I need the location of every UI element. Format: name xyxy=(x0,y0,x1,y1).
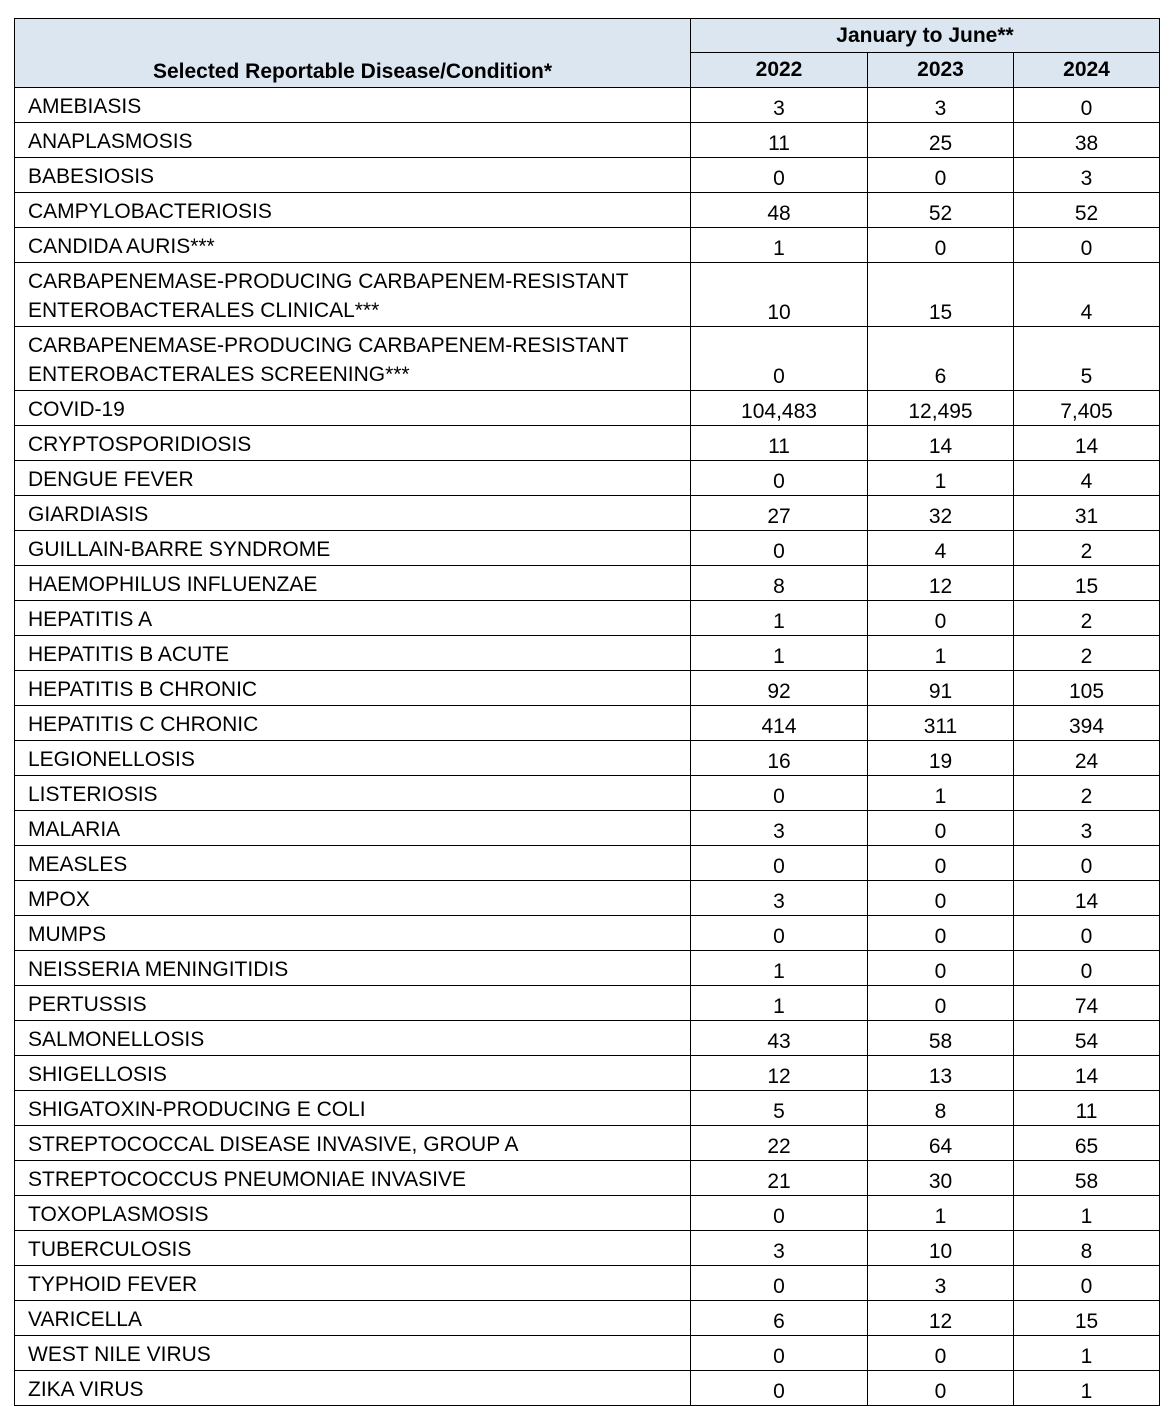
count-2023-cell: 1 xyxy=(868,461,1014,496)
table-row xyxy=(15,123,1160,158)
count-2022-cell: 43 xyxy=(691,1021,868,1056)
count-2024-cell: 4 xyxy=(1014,263,1160,327)
table-row xyxy=(15,1126,1160,1161)
count-2023-cell: 1 xyxy=(868,636,1014,671)
disease-name-cell: LEGIONELLOSIS xyxy=(15,741,691,776)
count-2024-cell: 11 xyxy=(1014,1091,1160,1126)
count-2022-cell: 5 xyxy=(691,1091,868,1126)
count-2024-cell: 2 xyxy=(1014,531,1160,566)
count-2023-cell: 0 xyxy=(868,1371,1014,1406)
count-2024-cell: 2 xyxy=(1014,636,1160,671)
table-row xyxy=(15,426,1160,461)
disease-name-cell: GIARDIASIS xyxy=(15,496,691,531)
count-2022-cell: 6 xyxy=(691,1301,868,1336)
count-2024-cell: 0 xyxy=(1014,1266,1160,1301)
count-2023-cell: 91 xyxy=(868,671,1014,706)
count-2023-cell: 64 xyxy=(868,1126,1014,1161)
table-row xyxy=(15,263,1160,327)
table-row xyxy=(15,327,1160,391)
count-2023-cell: 311 xyxy=(868,706,1014,741)
count-2022-cell: 11 xyxy=(691,426,868,461)
disease-name-cell: LISTERIOSIS xyxy=(15,776,691,811)
count-2024-cell: 1 xyxy=(1014,1336,1160,1371)
count-2024-cell: 2 xyxy=(1014,776,1160,811)
count-2024-cell: 14 xyxy=(1014,1056,1160,1091)
count-2024-cell: 1 xyxy=(1014,1371,1160,1406)
count-2024-cell: 58 xyxy=(1014,1161,1160,1196)
count-2024-cell: 14 xyxy=(1014,881,1160,916)
table-row xyxy=(15,1196,1160,1231)
table-row xyxy=(15,846,1160,881)
table-row xyxy=(15,193,1160,228)
table-header xyxy=(15,19,1160,88)
count-2024-cell: 24 xyxy=(1014,741,1160,776)
count-2022-cell: 21 xyxy=(691,1161,868,1196)
count-2024-cell: 0 xyxy=(1014,846,1160,881)
count-2022-cell: 0 xyxy=(691,531,868,566)
count-2023-cell: 12 xyxy=(868,1301,1014,1336)
count-2022-cell: 11 xyxy=(691,123,868,158)
count-2024-cell: 394 xyxy=(1014,706,1160,741)
count-2023-cell: 6 xyxy=(868,327,1014,391)
count-2023-cell: 10 xyxy=(868,1231,1014,1266)
table-row xyxy=(15,1266,1160,1301)
count-2022-cell: 0 xyxy=(691,846,868,881)
disease-name-cell: SHIGELLOSIS xyxy=(15,1056,691,1091)
count-2023-cell: 13 xyxy=(868,1056,1014,1091)
count-2024-cell: 3 xyxy=(1014,811,1160,846)
count-2022-cell: 0 xyxy=(691,158,868,193)
count-2022-cell: 104,483 xyxy=(691,391,868,426)
count-2022-cell: 8 xyxy=(691,566,868,601)
disease-name-cell: TOXOPLASMOSIS xyxy=(15,1196,691,1231)
table-row xyxy=(15,391,1160,426)
count-2024-cell: 15 xyxy=(1014,1301,1160,1336)
table-row xyxy=(15,1336,1160,1371)
table-body xyxy=(15,88,1160,1406)
count-2024-cell: 38 xyxy=(1014,123,1160,158)
disease-name-cell: VARICELLA xyxy=(15,1301,691,1336)
count-2022-cell: 3 xyxy=(691,1231,868,1266)
count-2023-cell: 58 xyxy=(868,1021,1014,1056)
table-row xyxy=(15,461,1160,496)
count-2022-cell: 0 xyxy=(691,916,868,951)
count-2022-cell: 1 xyxy=(691,228,868,263)
table-row xyxy=(15,158,1160,193)
count-2023-cell: 19 xyxy=(868,741,1014,776)
count-2023-cell: 30 xyxy=(868,1161,1014,1196)
count-2023-cell: 32 xyxy=(868,496,1014,531)
table-row xyxy=(15,1371,1160,1406)
count-2023-cell: 4 xyxy=(868,531,1014,566)
table-row xyxy=(15,636,1160,671)
disease-name-cell: SHIGATOXIN-PRODUCING E COLI xyxy=(15,1091,691,1126)
disease-name-cell: CAMPYLOBACTERIOSIS xyxy=(15,193,691,228)
year-header-2024: 2024 xyxy=(1014,53,1160,88)
count-2023-cell: 1 xyxy=(868,1196,1014,1231)
table-row xyxy=(15,1091,1160,1126)
count-2022-cell: 0 xyxy=(691,1336,868,1371)
count-2022-cell: 1 xyxy=(691,951,868,986)
disease-name-cell: ANAPLASMOSIS xyxy=(15,123,691,158)
count-2023-cell: 12,495 xyxy=(868,391,1014,426)
count-2024-cell: 31 xyxy=(1014,496,1160,531)
count-2024-cell: 65 xyxy=(1014,1126,1160,1161)
count-2024-cell: 1 xyxy=(1014,1196,1160,1231)
year-header-2022: 2022 xyxy=(691,53,868,88)
table-row xyxy=(15,566,1160,601)
count-2024-cell: 0 xyxy=(1014,228,1160,263)
count-2022-cell: 1 xyxy=(691,986,868,1021)
count-2024-cell: 15 xyxy=(1014,566,1160,601)
disease-name-cell: DENGUE FEVER xyxy=(15,461,691,496)
year-header-2023: 2023 xyxy=(868,53,1014,88)
count-2023-cell: 15 xyxy=(868,263,1014,327)
table-row xyxy=(15,811,1160,846)
table-row xyxy=(15,776,1160,811)
disease-name-cell: CARBAPENEMASE-PRODUCING CARBAPENEM-RESISTANT ENTEROBACTERALES CLINICAL*** xyxy=(15,263,691,327)
count-2022-cell: 92 xyxy=(691,671,868,706)
count-2024-cell: 105 xyxy=(1014,671,1160,706)
table-row xyxy=(15,1161,1160,1196)
count-2022-cell: 0 xyxy=(691,1371,868,1406)
table-row xyxy=(15,496,1160,531)
table-row xyxy=(15,1301,1160,1336)
disease-name-cell: CARBAPENEMASE-PRODUCING CARBAPENEM-RESISTANT ENTEROBACTERALES SCREENING*** xyxy=(15,327,691,391)
count-2023-cell: 0 xyxy=(868,846,1014,881)
count-2023-cell: 0 xyxy=(868,1336,1014,1371)
table-row xyxy=(15,88,1160,123)
count-2022-cell: 22 xyxy=(691,1126,868,1161)
disease-name-cell: GUILLAIN-BARRE SYNDROME xyxy=(15,531,691,566)
count-2023-cell: 3 xyxy=(868,88,1014,123)
count-2023-cell: 8 xyxy=(868,1091,1014,1126)
disease-name-cell: STREPTOCOCCUS PNEUMONIAE INVASIVE xyxy=(15,1161,691,1196)
table-row xyxy=(15,986,1160,1021)
count-2023-cell: 0 xyxy=(868,811,1014,846)
disease-name-cell: PERTUSSIS xyxy=(15,986,691,1021)
disease-name-cell: CANDIDA AURIS*** xyxy=(15,228,691,263)
count-2024-cell: 52 xyxy=(1014,193,1160,228)
count-2024-cell: 0 xyxy=(1014,951,1160,986)
count-2023-cell: 0 xyxy=(868,916,1014,951)
count-2024-cell: 54 xyxy=(1014,1021,1160,1056)
disease-name-cell: BABESIOSIS xyxy=(15,158,691,193)
disease-name-cell: CRYPTOSPORIDIOSIS xyxy=(15,426,691,461)
table-row xyxy=(15,881,1160,916)
disease-name-cell: TYPHOID FEVER xyxy=(15,1266,691,1301)
count-2022-cell: 414 xyxy=(691,706,868,741)
count-2023-cell: 0 xyxy=(868,951,1014,986)
table-row xyxy=(15,951,1160,986)
count-2024-cell: 14 xyxy=(1014,426,1160,461)
count-2023-cell: 1 xyxy=(868,776,1014,811)
count-2022-cell: 0 xyxy=(691,327,868,391)
table-row xyxy=(15,228,1160,263)
table-row xyxy=(15,601,1160,636)
count-2024-cell: 0 xyxy=(1014,88,1160,123)
count-2023-cell: 0 xyxy=(868,986,1014,1021)
count-2024-cell: 2 xyxy=(1014,601,1160,636)
count-2022-cell: 3 xyxy=(691,881,868,916)
count-2022-cell: 0 xyxy=(691,1196,868,1231)
disease-name-cell: COVID-19 xyxy=(15,391,691,426)
count-2023-cell: 25 xyxy=(868,123,1014,158)
count-2022-cell: 0 xyxy=(691,1266,868,1301)
header-row-group xyxy=(15,19,1160,53)
count-2022-cell: 3 xyxy=(691,811,868,846)
count-2023-cell: 52 xyxy=(868,193,1014,228)
count-2024-cell: 8 xyxy=(1014,1231,1160,1266)
count-2022-cell: 0 xyxy=(691,776,868,811)
count-2022-cell: 10 xyxy=(691,263,868,327)
count-2024-cell: 0 xyxy=(1014,916,1160,951)
count-2023-cell: 0 xyxy=(868,881,1014,916)
count-2022-cell: 0 xyxy=(691,461,868,496)
disease-name-cell: HEPATITIS A xyxy=(15,601,691,636)
disease-name-cell: TUBERCULOSIS xyxy=(15,1231,691,1266)
disease-name-cell: HAEMOPHILUS INFLUENZAE xyxy=(15,566,691,601)
count-2022-cell: 12 xyxy=(691,1056,868,1091)
table-row xyxy=(15,706,1160,741)
count-2024-cell: 5 xyxy=(1014,327,1160,391)
count-2023-cell: 3 xyxy=(868,1266,1014,1301)
disease-name-cell: MEASLES xyxy=(15,846,691,881)
table-row xyxy=(15,1231,1160,1266)
count-2024-cell: 4 xyxy=(1014,461,1160,496)
disease-name-cell: SALMONELLOSIS xyxy=(15,1021,691,1056)
disease-name-cell: MALARIA xyxy=(15,811,691,846)
table-row xyxy=(15,741,1160,776)
count-2022-cell: 1 xyxy=(691,636,868,671)
table-row xyxy=(15,1056,1160,1091)
disease-column-header: Selected Reportable Disease/Condition* xyxy=(15,19,691,88)
disease-name-cell: HEPATITIS B CHRONIC xyxy=(15,671,691,706)
disease-name-cell: HEPATITIS B ACUTE xyxy=(15,636,691,671)
disease-name-cell: AMEBIASIS xyxy=(15,88,691,123)
table-row xyxy=(15,671,1160,706)
count-2022-cell: 27 xyxy=(691,496,868,531)
disease-name-cell: WEST NILE VIRUS xyxy=(15,1336,691,1371)
count-2022-cell: 16 xyxy=(691,741,868,776)
disease-name-cell: ZIKA VIRUS xyxy=(15,1371,691,1406)
period-group-header: January to June** xyxy=(691,19,1160,53)
disease-name-cell: HEPATITIS C CHRONIC xyxy=(15,706,691,741)
count-2023-cell: 0 xyxy=(868,601,1014,636)
table-row xyxy=(15,916,1160,951)
count-2024-cell: 3 xyxy=(1014,158,1160,193)
count-2023-cell: 12 xyxy=(868,566,1014,601)
disease-name-cell: MPOX xyxy=(15,881,691,916)
count-2023-cell: 0 xyxy=(868,158,1014,193)
count-2024-cell: 7,405 xyxy=(1014,391,1160,426)
count-2022-cell: 3 xyxy=(691,88,868,123)
count-2022-cell: 1 xyxy=(691,601,868,636)
count-2023-cell: 14 xyxy=(868,426,1014,461)
count-2024-cell: 74 xyxy=(1014,986,1160,1021)
count-2022-cell: 48 xyxy=(691,193,868,228)
disease-name-cell: MUMPS xyxy=(15,916,691,951)
disease-table xyxy=(14,18,1160,1406)
table-row xyxy=(15,1021,1160,1056)
table-row xyxy=(15,531,1160,566)
disease-name-cell: STREPTOCOCCAL DISEASE INVASIVE, GROUP A xyxy=(15,1126,691,1161)
disease-name-cell: NEISSERIA MENINGITIDIS xyxy=(15,951,691,986)
count-2023-cell: 0 xyxy=(868,228,1014,263)
